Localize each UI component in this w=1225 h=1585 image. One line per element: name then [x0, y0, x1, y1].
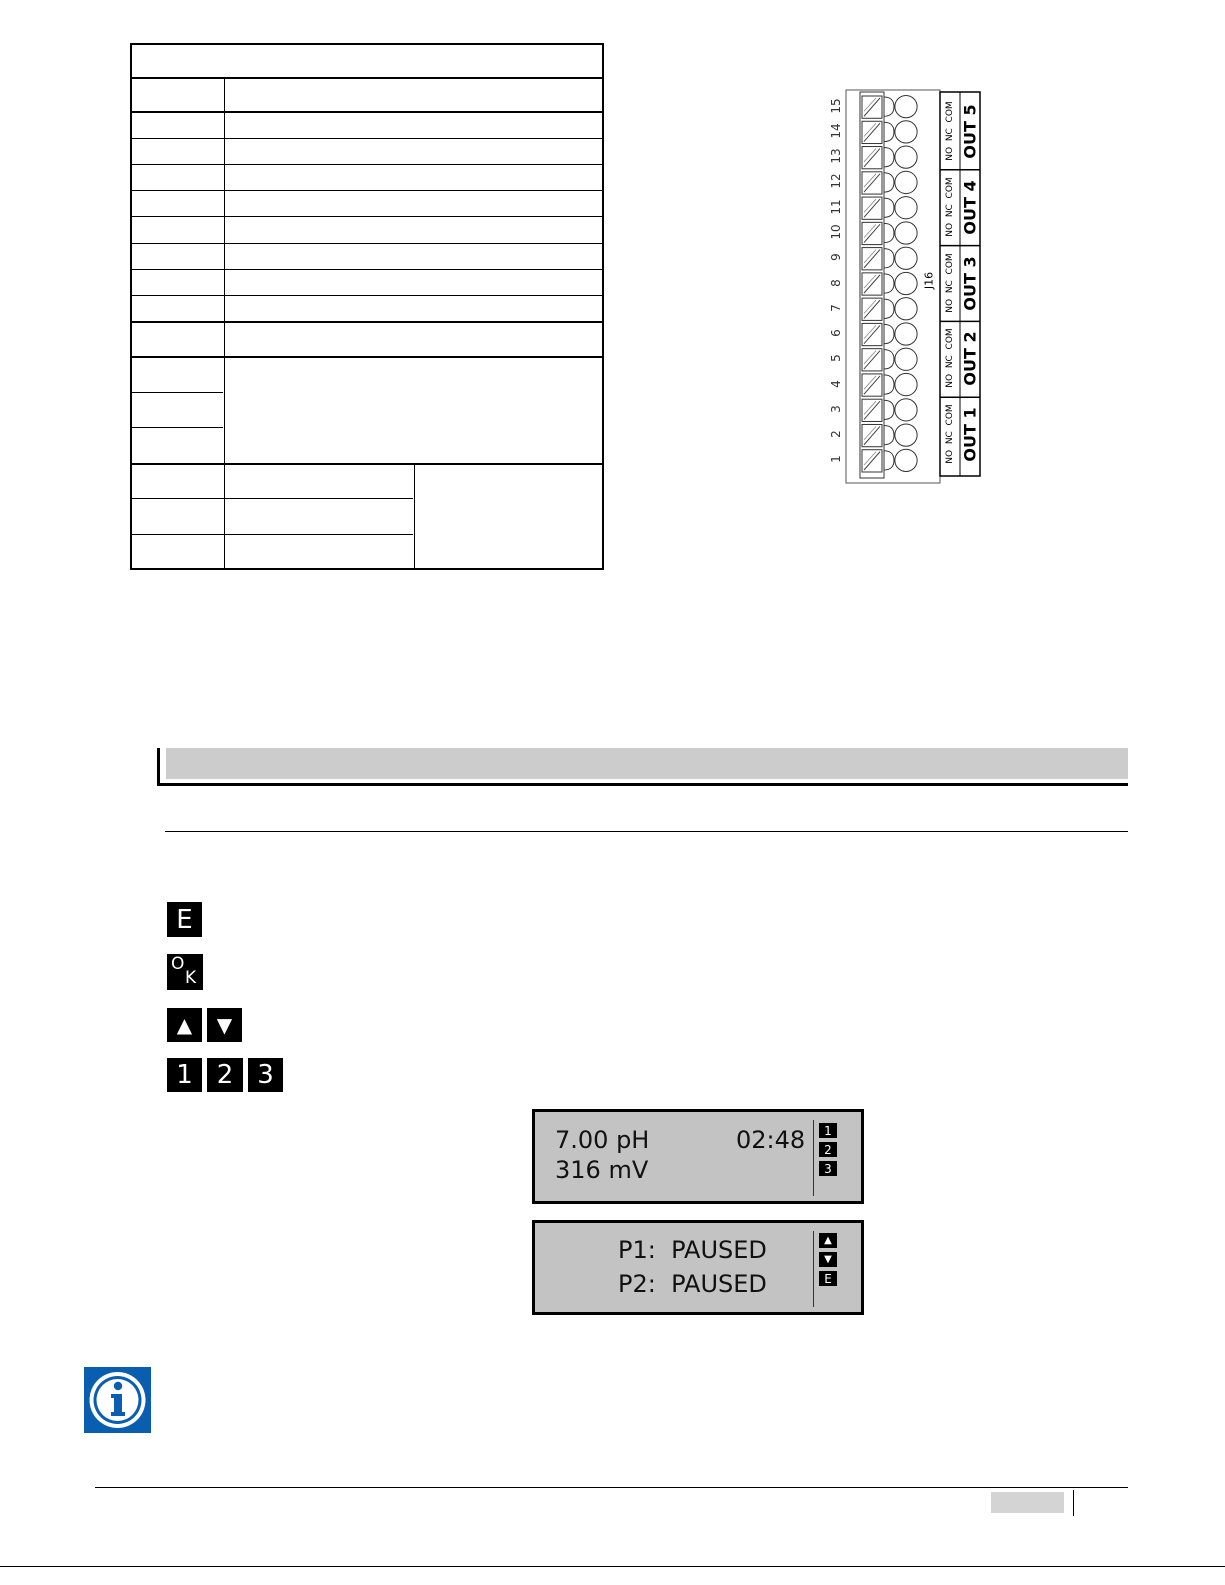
- page-number-box: [991, 1492, 1064, 1513]
- output-label: OUT 5: [960, 104, 980, 159]
- key-1-icon: 1: [167, 1058, 202, 1092]
- key-3-icon: 3: [248, 1058, 283, 1092]
- pin-number: 15: [829, 97, 843, 114]
- terminal-wire-entry: [884, 97, 894, 116]
- pin-number: 13: [829, 148, 843, 164]
- terminal-wire-entry: [884, 451, 894, 470]
- table-rule: [132, 534, 413, 535]
- terminal-contact: [895, 197, 917, 219]
- terminal-contact: [895, 298, 917, 320]
- lcd-button-3: 3: [819, 1161, 837, 1176]
- table-rule: [132, 216, 602, 217]
- lcd-button-1: 1: [819, 1123, 837, 1138]
- terminal-wire-entry: [884, 324, 894, 343]
- terminal-contact: [895, 171, 917, 193]
- terminal-contact: [895, 272, 917, 294]
- ok-key-letter-k: K: [185, 968, 197, 988]
- up-arrow-key-icon: ▲: [167, 1008, 202, 1042]
- pin-number: 9: [829, 253, 843, 262]
- pin-number: 7: [829, 303, 843, 312]
- output-label: OUT 2: [960, 331, 980, 386]
- terminal-wire-entry: [884, 122, 894, 141]
- pin-number: 10: [829, 224, 843, 240]
- section-header-bar: [157, 748, 1128, 786]
- table-rule: [132, 392, 223, 393]
- table-rule: [132, 138, 602, 139]
- output-label: OUT 1: [960, 407, 980, 462]
- output-contacts-label: NO NC COM: [945, 404, 955, 464]
- ok-key-icon: [167, 954, 203, 990]
- pin-number: 4: [829, 379, 843, 388]
- escape-key-icon: E: [167, 902, 202, 937]
- pin-number: 2: [829, 430, 843, 438]
- terminal-wire-entry: [884, 148, 894, 167]
- subsection-rule: [165, 831, 1128, 832]
- pin-number: 12: [829, 173, 843, 190]
- page-bottom-rule: [0, 1566, 1225, 1567]
- lcd-button-2: 2: [819, 1142, 837, 1157]
- terminal-wire-entry: [884, 350, 894, 369]
- info-icon: [84, 1367, 151, 1433]
- terminal-contact: [895, 146, 917, 168]
- lcd-mv-value: 316 mV: [555, 1156, 649, 1184]
- down-arrow-key-icon: ▼: [207, 1008, 242, 1042]
- table-column-rule: [414, 463, 415, 568]
- pin-number: 3: [829, 405, 843, 413]
- table-column-rule: [224, 77, 225, 568]
- output-label: OUT 3: [960, 255, 980, 311]
- terminal-contact: [895, 348, 917, 370]
- table-rule: [132, 111, 602, 113]
- terminal-contact: [895, 449, 917, 471]
- lcd-ph-value: 7.00 pH: [555, 1126, 650, 1154]
- lcd-separator: [813, 1231, 814, 1307]
- lcd-display-pump-status: [532, 1220, 864, 1315]
- terminal-contact: [895, 222, 917, 244]
- terminal-contact: [895, 424, 917, 446]
- terminal-contact: [895, 373, 917, 395]
- terminal-wire-entry: [884, 198, 894, 217]
- connector-id: J16: [922, 271, 936, 290]
- table-rule: [132, 190, 602, 191]
- lcd-pump-2-status: P2: PAUSED: [618, 1270, 767, 1298]
- pin-number: 8: [829, 278, 843, 287]
- output-contacts-label: NO NC COM: [945, 101, 955, 161]
- terminal-wire-entry: [884, 425, 894, 444]
- output-contacts-label: NO NC COM: [945, 176, 955, 237]
- terminal-wire-entry: [884, 299, 894, 318]
- lcd-up-icon: ▲: [819, 1233, 837, 1248]
- terminal-wire-entry: [884, 223, 894, 242]
- ok-key-letter-o: O: [171, 954, 185, 974]
- pin-number: 5: [829, 354, 843, 363]
- terminal-wire-entry: [884, 274, 894, 293]
- lcd-display-measurements: [532, 1109, 864, 1204]
- table-rule: [132, 269, 602, 270]
- terminal-wire-entry: [884, 400, 894, 419]
- table-rule: [132, 164, 602, 165]
- output-contacts-label: NO NC COM: [945, 252, 955, 313]
- table-rule: [132, 243, 602, 244]
- terminal-wire-entry: [884, 375, 894, 394]
- pin-number: 6: [829, 329, 843, 337]
- terminal-block-diagram: [820, 88, 985, 488]
- lcd-down-icon: ▼: [819, 1252, 837, 1267]
- terminal-wire-entry: [884, 173, 894, 192]
- table-rule: [132, 77, 602, 79]
- table-rule: [132, 498, 413, 499]
- footer-divider: [1073, 1490, 1074, 1516]
- lcd-escape-icon: E: [819, 1271, 837, 1286]
- terminal-contact: [895, 121, 917, 143]
- pin-number: 11: [829, 199, 843, 215]
- lcd-pump-1-status: P1: PAUSED: [618, 1236, 767, 1264]
- terminal-contact: [895, 399, 917, 421]
- table-rule: [132, 295, 602, 296]
- output-label: OUT 4: [960, 180, 980, 235]
- output-contacts-label: NO NC COM: [945, 328, 955, 389]
- terminal-contact: [895, 323, 917, 345]
- table-rule: [132, 427, 223, 428]
- footer-rule: [95, 1487, 1128, 1488]
- key-2-icon: 2: [207, 1058, 243, 1092]
- terminal-contact: [895, 247, 917, 269]
- table-rule: [132, 463, 602, 465]
- table-rule: [132, 356, 602, 358]
- lcd-separator: [813, 1120, 814, 1196]
- pin-number: 1: [829, 455, 843, 464]
- lcd-time: 02:48: [736, 1126, 806, 1154]
- terminal-contact: [895, 96, 917, 118]
- wiring-table: [130, 43, 604, 570]
- table-rule: [132, 321, 602, 323]
- terminal-wire-entry: [884, 249, 894, 268]
- pin-number: 14: [829, 123, 843, 139]
